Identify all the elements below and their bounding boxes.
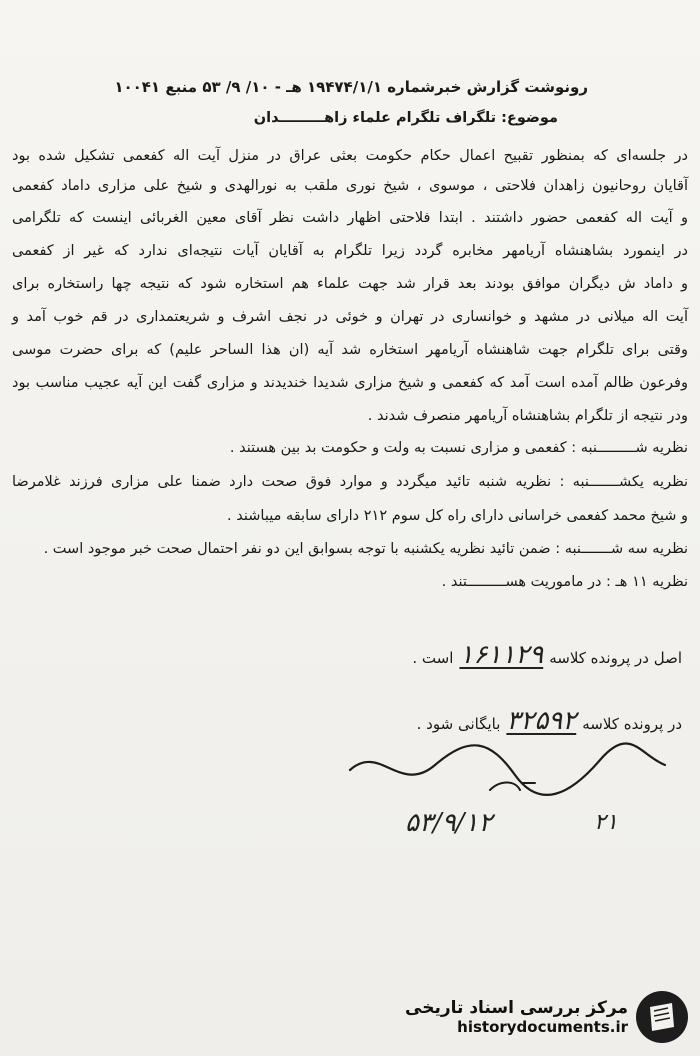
report-subject: موضوع: تلگراف تلگرام علماء زاهـــــــــدان bbox=[253, 110, 558, 126]
watermark-text bbox=[405, 998, 628, 1036]
paragraph-line: و داماد ش دیگران موافق بودند بعد قرار شد جهت علماء هم استخاره شود که نتیجه چها راستخاره برای bbox=[12, 276, 688, 292]
comment-sunday-cont: و شیخ محمد کفعمی خراسانی دارای راه کل سوم ۲۱۲ دارای سابقه میباشند . bbox=[227, 508, 688, 524]
paragraph-line: آیت اله میلانی در مشهد و خوانساری در تهران و خوئی در نجف اشرف و شریعتمداری در قم خوب آمد و bbox=[12, 309, 688, 325]
file-archive-line bbox=[417, 706, 682, 736]
file-original-suffix: است . bbox=[412, 649, 454, 667]
paragraph-line: در جلسه‌ای که بمنظور تقبیح اعمال حکام حکومت بعثی عراق در منزل آیت اله کفعمی تشکیل شده بود bbox=[12, 148, 688, 164]
watermark-url: historydocuments.ir bbox=[457, 1018, 628, 1036]
file-archive-label: در پرونده کلاسه bbox=[582, 715, 682, 733]
signature-mark bbox=[340, 735, 680, 810]
paragraph-line: و آیت اله کفعمی حضور داشتند . ابتدا فلاحتی اظهار داشت نظر آقای معین الغربائی اینست که تلگرامی bbox=[12, 210, 688, 226]
handwritten-code: ۲۱ bbox=[594, 810, 618, 835]
file-archive-suffix: بایگانی شود . bbox=[416, 715, 501, 733]
file-original-line bbox=[412, 640, 682, 670]
paragraph-line: وفرعون ظالم آمده است آمد که کفعمی و شیخ مزاری شدیدا خندیدند و مزاری گفت این آیه عجیب مناسب بود bbox=[12, 375, 688, 391]
report-header: رونوشت گزارش خبرشماره ۱۹۴۷۴/۱/۱ هـ - ۱۰/ ۹/ ۵۳ منبع ۱۰۰۴۱ bbox=[114, 78, 588, 96]
comment-unit: نظریه ۱۱ هـ : در ماموریت هســـــــــتند . bbox=[441, 574, 688, 590]
file-original-number: ۱۶۱۱۲۹ bbox=[459, 640, 544, 670]
file-original-label: اصل در پرونده کلاسه bbox=[549, 649, 682, 667]
comment-saturday: نظریه شـــــــــنبه : کفعمی و مزاری نسبت به ولت و حکومت بد بین هستند . bbox=[229, 440, 688, 456]
archive-watermark bbox=[398, 986, 688, 1048]
watermark-title: مرکز بررسی اسناد تاریخی bbox=[405, 998, 628, 1018]
comment-sunday: نظریه یکشـــــــنبه : نظریه شنبه تائید میگردد و موارد فوق صحت دارد ضمنا علی مزاری فرزند غلامرضا bbox=[12, 474, 688, 490]
file-archive-number: ۳۲۵۹۲ bbox=[506, 706, 577, 736]
paragraph-line: وقتی برای تلگرام جهت شاهنشاه آریامهر استخاره شد آیه (ان هذا الساحر علیم) که برای حضرت موسی bbox=[12, 342, 688, 358]
paragraph-line: ودر نتیجه از تلگرام بشاهنشاه آریامهر منصرف شدند . bbox=[367, 408, 688, 424]
paragraph-line: در اینمورد بشاهنشاه آریامهر مخابره گردد زیرا تلگرام به آقایان آیات نتیجه‌ای ندارد که غیر از کفعمی bbox=[12, 243, 688, 259]
handwritten-date: ۵۳/۹/۱۲ bbox=[405, 808, 493, 838]
paragraph-line: آقایان روحانیون زاهدان فلاحتی ، موسوی ، شیخ نوری ملقب به نورالهدی و شیخ علی مزاری داماد کفعمی bbox=[12, 178, 688, 194]
archive-logo-icon bbox=[636, 991, 688, 1043]
comment-tuesday: نظریه سه شـــــــنبه : ضمن تائید نظریه یکشنبه با توجه بسوابق این دو نفر احتمال صحت خبر موجود است . bbox=[43, 541, 688, 557]
